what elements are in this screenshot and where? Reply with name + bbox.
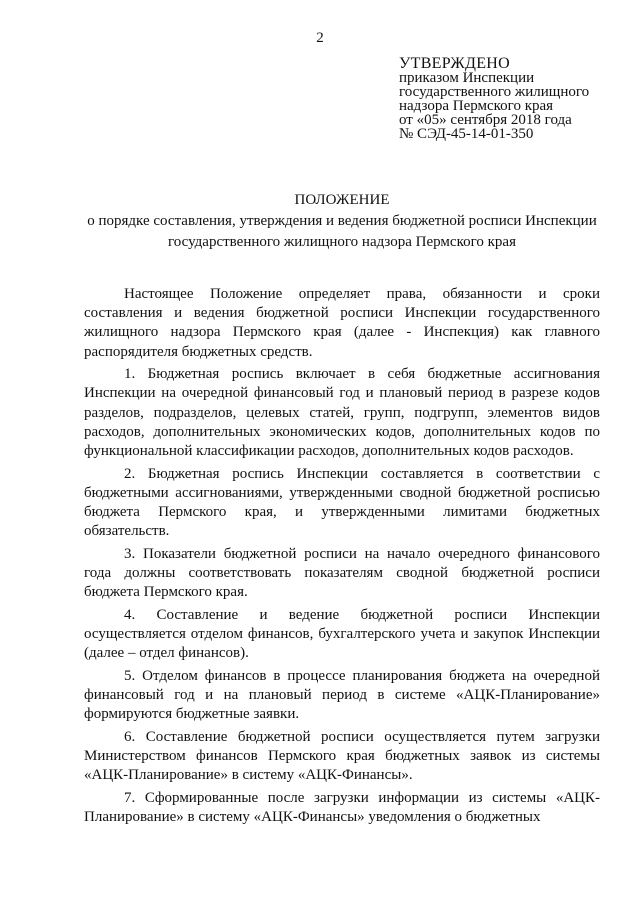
document-subtitle-line: государственного жилищного надзора Пермского края xyxy=(168,234,516,250)
approval-line: приказом Инспекции xyxy=(399,70,535,86)
document-body xyxy=(84,285,600,827)
preamble-paragraph: Настоящее Положение определяет права, обязанности и сроки составления и ведения бюджетной росписи Инспекции государственного жилищного надзора Пермского края (далее - Инспекция) как главного распорядителя бюджетных средств. xyxy=(84,286,600,360)
approval-line: № СЭД-45-14-01-350 xyxy=(399,126,534,142)
approval-line: от «05» сентября 2018 года xyxy=(399,112,572,128)
document-title: ПОЛОЖЕНИЕ xyxy=(294,192,390,208)
approval-line: надзора Пермского края xyxy=(399,98,554,114)
clause-paragraph: 5. Отделом финансов в процессе планирования бюджета на очередной финансовый год и на плановый период в системе «АЦК-Планирование» формируются бюджетные заявки. xyxy=(84,667,600,723)
clause-paragraph: 7. Сформированные после загрузки информации из системы «АЦК-Планирование» в систему «АЦК-Финансы» уведомления о бюджетных xyxy=(84,789,600,826)
document-heading xyxy=(0,190,640,253)
approval-line: государственного жилищного xyxy=(399,84,590,100)
page-number: 2 xyxy=(316,30,324,46)
clause-paragraph: 4. Составление и ведение бюджетной росписи Инспекции осуществляется отделом финансов, бухгалтерского учета и закупок Инспекции (далее – отдел финансов). xyxy=(84,606,600,662)
clause-paragraph: 2. Бюджетная роспись Инспекции составляется в соответствии с бюджетными ассигнованиями, утвержденными сводной бюджетной росписью бюджета Пермского края, и утвержденными лимитами бюджетных обязательств. xyxy=(84,465,600,540)
clause-paragraph: 1. Бюджетная роспись включает в себя бюджетные ассигнования Инспекции на очередной финансовый год и плановый период в разрезе кодов разделов, подразделов, целевых статей, групп, подгрупп, элементов видов расходов, дополнительных экономических кодов, дополнительных кодов по функциональной классификации расходов, дополнительных кодов расходов. xyxy=(84,366,600,460)
approval-title: УТВЕРЖДЕНО xyxy=(399,55,511,72)
clause-paragraph: 3. Показатели бюджетной росписи на начало очередного финансового года должны соответствовать показателям сводной бюджетной росписи бюджета Пермского края. xyxy=(84,545,600,601)
approval-stamp xyxy=(399,56,589,141)
clause-paragraph: 6. Составление бюджетной росписи осуществляется путем загрузки Министерством финансов Пермского края бюджетных заявок из системы «АЦК-Планирование» в систему «АЦК-Финансы». xyxy=(84,728,600,784)
document-subtitle-line: о порядке составления, утверждения и ведения бюджетной росписи Инспекции xyxy=(87,213,597,229)
